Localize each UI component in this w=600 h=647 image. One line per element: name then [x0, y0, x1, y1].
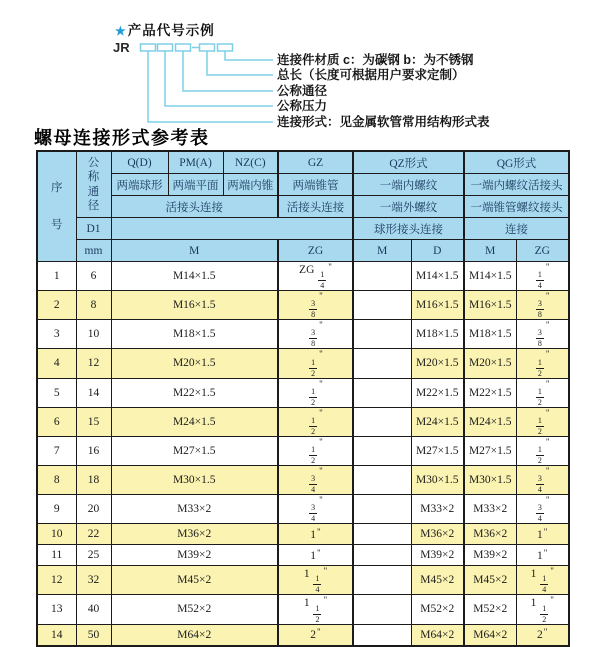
table-row	[37, 595, 569, 624]
col-header-dn	[76, 151, 111, 218]
cell-gz-zg	[278, 407, 353, 436]
fraction: $\frac{1}{4}$	[320, 270, 325, 291]
gz-description: 两端锥管	[278, 174, 353, 196]
cell-qz-m	[353, 524, 411, 545]
inch-mark: "	[319, 407, 323, 418]
nz-description: 两端内锥	[223, 174, 278, 196]
qg-description-2: 一端锥管螺纹接头	[464, 196, 569, 218]
table-row	[37, 320, 569, 349]
cell-qz-m	[353, 378, 411, 407]
fraction: $\frac{1}{2}$	[311, 357, 316, 378]
cell-qg-zg: 1 $\frac{1}{4}$ "	[516, 566, 569, 595]
nut-connection-table	[36, 150, 570, 647]
cell-qz-d: M27×1.5	[411, 436, 464, 465]
cell-seq: 10	[37, 524, 76, 545]
connector-line	[148, 51, 273, 122]
table-header	[37, 151, 569, 262]
cell-qg-zg	[516, 436, 569, 465]
code-box	[218, 44, 233, 51]
inch-mark: "	[545, 320, 550, 331]
cell-dn: 18	[76, 465, 111, 494]
inch-mark: "	[323, 595, 328, 606]
cell-gz-zg: 1"	[278, 524, 353, 545]
header-row-4	[37, 218, 569, 240]
cell-m: M22×1.5	[111, 378, 278, 407]
col-header-qg-zg: ZG	[516, 240, 569, 262]
fraction: $\frac{1}{2}$	[537, 386, 542, 407]
cell-dn: 50	[76, 624, 111, 646]
col-header-gz: GZ	[278, 151, 353, 174]
cell-qg-m: M20×1.5	[464, 349, 516, 378]
cell-seq: 9	[37, 495, 76, 524]
cell-qg-m: M22×1.5	[464, 378, 516, 407]
fraction: $\frac{3}{8}$	[311, 328, 316, 349]
cell-qg-m: M52×2	[464, 595, 516, 624]
inch-mark: "	[319, 378, 323, 389]
cell-gz-zg: 2"	[278, 624, 353, 646]
fraction: $\frac{3}{4}$	[311, 474, 316, 495]
cell-qg-zg: 1"	[516, 524, 569, 545]
cell-m: M45×2	[111, 566, 278, 595]
cell-seq: 14	[37, 624, 76, 646]
cell-qg-m: M39×2	[464, 545, 516, 566]
fraction: $\frac{1}{2}$	[542, 603, 547, 624]
cell-dn: 20	[76, 495, 111, 524]
label-nominal-pressure: 公称压力	[277, 99, 328, 113]
cell-gz-zg: 1 $\frac{1}{4}$ "	[278, 566, 353, 595]
inch-mark: "	[543, 548, 548, 559]
table-row	[37, 291, 569, 320]
cell-qg-m: M16×1.5	[464, 291, 516, 320]
cell-qz-d: M18×1.5	[411, 320, 464, 349]
cell-qz-d: M30×1.5	[411, 465, 464, 494]
code-prefix: JR	[113, 40, 130, 55]
q-description: 两端球形	[111, 174, 168, 196]
inch-mark: "	[545, 378, 550, 389]
cell-qz-d: M64×2	[411, 624, 464, 646]
cell-qg-zg	[516, 465, 569, 494]
inch-mark: "	[550, 595, 554, 606]
cell-qg-zg	[516, 349, 569, 378]
cell-qz-d: M45×2	[411, 566, 464, 595]
cell-qg-zg	[516, 262, 569, 291]
fraction: $\frac{3}{4}$	[311, 503, 316, 524]
inch-mark: "	[319, 495, 323, 506]
cell-qg-m: M36×2	[464, 524, 516, 545]
table-row	[37, 495, 569, 524]
cell-qz-d: M24×1.5	[411, 407, 464, 436]
cell-m: M52×2	[111, 595, 278, 624]
cell-gz-zg	[278, 378, 353, 407]
fraction: $\frac{3}{8}$	[537, 328, 542, 349]
cell-qz-d: M16×1.5	[411, 291, 464, 320]
cell-dn: 14	[76, 378, 111, 407]
cell-qz-m	[353, 291, 411, 320]
fraction: $\frac{3}{4}$	[537, 474, 542, 495]
table-row	[37, 566, 569, 595]
cell-dn: 40	[76, 595, 111, 624]
cell-qz-d: M20×1.5	[411, 349, 464, 378]
cell-dn: 22	[76, 524, 111, 545]
inch-mark: "	[319, 436, 323, 447]
fraction: $\frac{1}{2}$	[311, 444, 316, 465]
col-header-seq-label: 序 号	[50, 181, 63, 232]
cell-m: M36×2	[111, 524, 278, 545]
col-header-q: Q(D)	[111, 151, 168, 174]
cell-gz-zg	[278, 436, 353, 465]
cell-qz-m	[353, 320, 411, 349]
cell-seq: 7	[37, 436, 76, 465]
cell-qz-m	[353, 436, 411, 465]
cell-qz-m	[353, 566, 411, 595]
cell-qg-m: M30×1.5	[464, 465, 516, 494]
cell-dn: 25	[76, 545, 111, 566]
cell-qz-m	[353, 595, 411, 624]
code-box	[200, 44, 215, 51]
cell-qz-m	[353, 262, 411, 291]
col-header-pm: PM(A)	[168, 151, 223, 174]
cell-dn: 32	[76, 566, 111, 595]
cell-seq: 3	[37, 320, 76, 349]
cell-qg-m: M14×1.5	[464, 262, 516, 291]
pm-description: 两端平面	[168, 174, 223, 196]
col-header-nz: NZ(C)	[223, 151, 278, 174]
cell-m: M24×1.5	[111, 407, 278, 436]
cell-qz-m	[353, 545, 411, 566]
col-header-qg: QG形式	[464, 151, 569, 174]
gz-connection: 活接头连接	[278, 196, 353, 218]
inch-mark: "	[319, 349, 323, 360]
table-row	[37, 262, 569, 291]
col-header-zg: ZG	[278, 240, 353, 262]
cell-m: M18×1.5	[111, 320, 278, 349]
connector-line	[183, 51, 273, 91]
cell-qg-zg	[516, 378, 569, 407]
cell-qg-zg: 1 $\frac{1}{2}$ "	[516, 595, 569, 624]
fraction: $\frac{1}{4}$	[315, 574, 320, 595]
cell-seq: 11	[37, 545, 76, 566]
inch-mark: "	[317, 527, 321, 538]
fraction: $\frac{1}{4}$	[537, 270, 542, 291]
blank-header-cell	[111, 218, 353, 240]
col-header-dn-label: 公 称 通 径	[87, 156, 100, 213]
cell-m: M33×2	[111, 495, 278, 524]
qg-description-1: 一端内螺纹活接头	[464, 174, 569, 196]
fraction: $\frac{1}{2}$	[537, 444, 542, 465]
table-body	[37, 262, 569, 646]
cell-dn: 12	[76, 349, 111, 378]
cell-m: M30×1.5	[111, 465, 278, 494]
label-connection-form: 连接形式：见金属软管常用结构形式表	[277, 115, 490, 129]
cell-qz-m	[353, 495, 411, 524]
cell-qg-m: M24×1.5	[464, 407, 516, 436]
fraction: $\frac{3}{4}$	[537, 503, 542, 524]
col-header-d1: D1	[76, 218, 111, 240]
cell-m: M20×1.5	[111, 349, 278, 378]
cell-seq: 8	[37, 465, 76, 494]
cell-qg-zg	[516, 407, 569, 436]
cell-gz-zg	[278, 495, 353, 524]
cell-m: M39×2	[111, 545, 278, 566]
page-title: 螺母连接形式参考表	[34, 128, 210, 148]
cell-qz-d: M39×2	[411, 545, 464, 566]
cell-gz-zg: 1"	[278, 545, 353, 566]
example-heading	[115, 19, 215, 39]
cell-m: M14×1.5	[111, 262, 278, 291]
col-header-m: M	[111, 240, 278, 262]
cell-qz-m	[353, 349, 411, 378]
cell-gz-zg: ZG $\frac{1}{4}$ "	[278, 262, 353, 291]
qg-connection: 连接	[464, 218, 569, 240]
label-material: 连接件材质 c：为碳钢 b：为不锈钢	[277, 53, 474, 67]
header-row-2	[37, 174, 569, 196]
cell-seq: 6	[37, 407, 76, 436]
cell-dn: 8	[76, 291, 111, 320]
cell-dn: 15	[76, 407, 111, 436]
table-row	[37, 378, 569, 407]
cell-seq: 5	[37, 378, 76, 407]
cell-seq: 13	[37, 595, 76, 624]
inch-mark: "	[545, 407, 550, 418]
cell-gz-zg: 1 $\frac{1}{2}$ "	[278, 595, 353, 624]
header-row-5	[37, 240, 569, 262]
example-heading-text: 产品代号示例	[127, 23, 215, 38]
cell-qg-m: M45×2	[464, 566, 516, 595]
fraction: $\frac{3}{8}$	[311, 299, 316, 320]
fraction: $\frac{1}{2}$	[315, 603, 320, 624]
col-header-mm: mm	[76, 240, 111, 262]
star-icon: ★	[115, 24, 126, 38]
cell-gz-zg	[278, 349, 353, 378]
table-row	[37, 436, 569, 465]
table-row	[37, 624, 569, 646]
inch-mark: "	[545, 465, 550, 476]
fraction: $\frac{1}{2}$	[537, 415, 542, 436]
table-row	[37, 407, 569, 436]
inch-mark: "	[319, 291, 323, 302]
inch-mark: "	[317, 627, 321, 638]
cell-seq: 1	[37, 262, 76, 291]
cell-qg-zg	[516, 495, 569, 524]
label-nominal-diameter: 公称通径	[277, 84, 328, 98]
cell-qz-d: M52×2	[411, 595, 464, 624]
code-box	[141, 44, 156, 51]
inch-mark: "	[545, 349, 550, 360]
cell-qz-d: M33×2	[411, 495, 464, 524]
qz-connection: 球形接头连接	[353, 218, 464, 240]
cell-qz-d: M14×1.5	[411, 262, 464, 291]
cell-qg-zg	[516, 291, 569, 320]
inch-mark: "	[545, 495, 550, 506]
inch-mark: "	[323, 566, 328, 577]
inch-mark: "	[317, 548, 321, 559]
cell-qz-d: M22×1.5	[411, 378, 464, 407]
cell-qg-zg: 2"	[516, 624, 569, 646]
union-connection: 活接头连接	[111, 196, 278, 218]
inch-mark: "	[543, 627, 548, 638]
cell-qg-m: M18×1.5	[464, 320, 516, 349]
inch-mark: "	[545, 436, 550, 447]
label-total-length: 总长（长度可根据用户要求定制）	[277, 68, 465, 82]
cell-qz-m	[353, 407, 411, 436]
table-row	[37, 465, 569, 494]
fraction: $\frac{3}{8}$	[537, 299, 542, 320]
cell-m: M27×1.5	[111, 436, 278, 465]
inch-mark: "	[328, 262, 332, 272]
cell-seq: 4	[37, 349, 76, 378]
cell-qz-m	[353, 465, 411, 494]
cell-m: M16×1.5	[111, 291, 278, 320]
table-row	[37, 524, 569, 545]
cell-qg-m: M27×1.5	[464, 436, 516, 465]
col-header-qg-m: M	[464, 240, 516, 262]
connector-line	[207, 51, 273, 75]
inch-mark: "	[550, 566, 554, 577]
cell-seq: 12	[37, 566, 76, 595]
cell-dn: 16	[76, 436, 111, 465]
qz-description-2: 一端外螺纹	[353, 196, 464, 218]
inch-mark: "	[545, 262, 550, 272]
cell-seq: 2	[37, 291, 76, 320]
cell-qz-d: M36×2	[411, 524, 464, 545]
fraction: $\frac{1}{2}$	[311, 415, 316, 436]
inch-mark: "	[543, 527, 548, 538]
inch-mark: "	[545, 291, 550, 302]
cell-dn: 6	[76, 262, 111, 291]
cell-gz-zg	[278, 320, 353, 349]
cell-dn: 10	[76, 320, 111, 349]
fraction: $\frac{1}{4}$	[542, 574, 547, 595]
col-header-seq	[37, 151, 76, 262]
qz-description-1: 一端内螺纹	[353, 174, 464, 196]
col-header-qz-d: D	[411, 240, 464, 262]
cell-gz-zg	[278, 465, 353, 494]
fraction: $\frac{1}{2}$	[537, 357, 542, 378]
inch-mark: "	[319, 465, 323, 476]
code-box	[176, 44, 191, 51]
cell-qg-zg	[516, 320, 569, 349]
header-row-3	[37, 196, 569, 218]
cell-qg-m: M33×2	[464, 495, 516, 524]
cell-qg-m: M64×2	[464, 624, 516, 646]
cell-qz-m	[353, 624, 411, 646]
cell-gz-zg	[278, 291, 353, 320]
fraction: $\frac{1}{2}$	[311, 386, 316, 407]
cell-m: M64×2	[111, 624, 278, 646]
inch-mark: "	[319, 320, 323, 331]
connector-line	[225, 51, 273, 60]
code-box	[158, 44, 173, 51]
col-header-qz-m: M	[353, 240, 411, 262]
header-row-1	[37, 151, 569, 174]
table-row	[37, 545, 569, 566]
col-header-qz: QZ形式	[353, 151, 464, 174]
cell-qg-zg: 1"	[516, 545, 569, 566]
table-row	[37, 349, 569, 378]
